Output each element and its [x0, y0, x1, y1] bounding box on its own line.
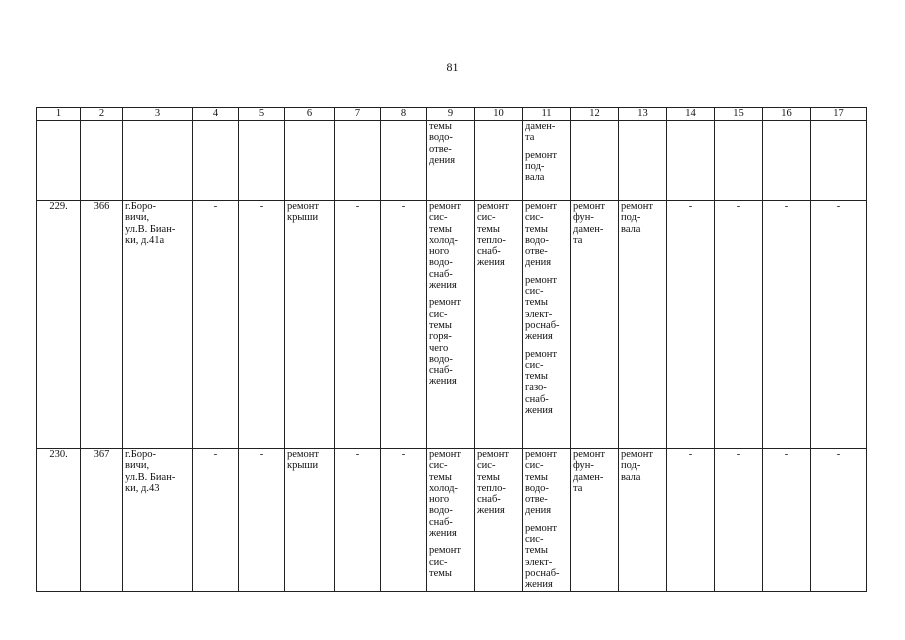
cell-line: ремонт — [621, 449, 654, 460]
table-cell: - — [335, 449, 381, 592]
cell-line: жения — [525, 331, 553, 343]
address-line: г.Боро- — [125, 449, 157, 460]
cell-line: сис- — [477, 460, 496, 472]
cell-line: сис- — [525, 359, 544, 371]
address-line: ул.В. Биан- — [125, 471, 176, 483]
column-header: 16 — [763, 108, 811, 121]
row-number: 230. — [37, 449, 81, 592]
cell-line: водо- — [525, 482, 549, 494]
cell-line: горя- — [429, 331, 452, 343]
table-cell — [427, 121, 475, 201]
table-cell — [285, 121, 335, 201]
cell-line: снаб- — [429, 516, 453, 528]
cell-line: чего — [429, 342, 449, 354]
column-header: 2 — [81, 108, 123, 121]
cell-line: водо- — [525, 234, 549, 246]
table-row — [37, 201, 867, 449]
cell-line: водо- — [429, 132, 453, 144]
table-cell — [37, 121, 81, 201]
column-header: 9 — [427, 108, 475, 121]
cell-line: водо- — [429, 505, 453, 517]
cell-line: сис- — [525, 286, 544, 298]
table-cell: - — [811, 201, 867, 449]
table-cell: - — [667, 201, 715, 449]
column-header: 1 — [37, 108, 81, 121]
cell-line: сис- — [429, 212, 448, 224]
cell-line: ремонт — [429, 545, 462, 557]
cell-line: темы — [525, 371, 548, 383]
cell-line: сис- — [429, 460, 448, 472]
cell-line: сис- — [525, 460, 544, 472]
cell-line: дения — [525, 257, 552, 269]
cell-line: ремонт — [525, 522, 558, 534]
cell-line: дения — [429, 154, 456, 166]
table-cell: - — [335, 201, 381, 449]
cell-line: ремонт — [525, 149, 558, 161]
table-cell — [523, 449, 571, 592]
address-line: ки, д.43 — [125, 482, 160, 494]
table-cell — [335, 121, 381, 201]
cell-line: ремонт — [525, 449, 558, 460]
table-cell — [667, 121, 715, 201]
table-cell: - — [763, 201, 811, 449]
cell-line: холод- — [429, 482, 458, 494]
cell-line: водо- — [429, 353, 453, 365]
cell-line: вала — [621, 223, 641, 235]
cell-line: ремонт — [525, 348, 558, 360]
cell-line: темы — [429, 471, 452, 483]
table-cell — [571, 449, 619, 592]
table-cell — [523, 201, 571, 449]
cell-line: темы — [525, 471, 548, 483]
table-cell — [427, 201, 475, 449]
repair-table — [36, 107, 867, 592]
cell-line: ремонт — [525, 201, 558, 212]
cell-line: темы — [525, 297, 548, 309]
cell-line: вала — [525, 172, 545, 184]
cell-line: крыши — [287, 460, 319, 472]
table-cell: - — [239, 201, 285, 449]
table-cell — [123, 121, 193, 201]
cell-line: жения — [525, 405, 553, 417]
cell-line: та — [573, 234, 583, 246]
cell-line: ремонт — [477, 449, 510, 460]
cell-line: жения — [477, 257, 505, 269]
address-cell — [123, 201, 193, 449]
table-row — [37, 449, 867, 592]
table-cell: - — [239, 449, 285, 592]
cell-line: вала — [621, 471, 641, 483]
cell-line: жения — [477, 505, 505, 517]
cell-line: темы — [429, 319, 452, 331]
cell-line: сис- — [477, 212, 496, 224]
continuation-row — [37, 121, 867, 201]
cell-line: фун- — [573, 212, 594, 224]
table-cell: - — [715, 201, 763, 449]
cell-line: ремонт — [573, 449, 606, 460]
column-header: 8 — [381, 108, 427, 121]
cell-line: ремонт — [525, 274, 558, 286]
cell-line: сис- — [429, 556, 448, 568]
cell-line: ремонт — [287, 201, 320, 212]
cell-line: дамен- — [573, 471, 604, 483]
column-header-row — [37, 108, 867, 121]
cell-line: под- — [621, 212, 641, 224]
cell-line: снаб- — [477, 246, 501, 258]
column-header: 11 — [523, 108, 571, 121]
table-cell — [475, 121, 523, 201]
cell-line: темы — [429, 567, 452, 579]
cell-line: элект- — [525, 308, 553, 320]
cell-line: тепло- — [477, 234, 506, 246]
address-cell — [123, 449, 193, 592]
table-cell: - — [193, 449, 239, 592]
table-cell — [475, 201, 523, 449]
table-cell — [811, 121, 867, 201]
column-header: 6 — [285, 108, 335, 121]
cell-line: ремонт — [429, 201, 462, 212]
cell-line: темы — [477, 471, 500, 483]
table-cell — [619, 449, 667, 592]
cell-line: снаб- — [429, 365, 453, 377]
column-header: 15 — [715, 108, 763, 121]
cell-line: под- — [525, 160, 545, 172]
cell-line: ремонт — [429, 449, 462, 460]
cell-line: отве- — [525, 246, 548, 258]
cell-line: сис- — [429, 308, 448, 320]
cell-line: темы — [525, 545, 548, 557]
cell-line: отве- — [525, 494, 548, 506]
building-code: 367 — [81, 449, 123, 592]
column-header: 7 — [335, 108, 381, 121]
table-cell — [619, 201, 667, 449]
cell-line: дамен- — [525, 121, 556, 132]
cell-line: та — [525, 132, 535, 144]
cell-line: ремонт — [573, 201, 606, 212]
table-cell: - — [811, 449, 867, 592]
address-line: ки, д.41а — [125, 234, 165, 246]
cell-line: дамен- — [573, 223, 604, 235]
cell-line: ного — [429, 494, 450, 506]
cell-line: крыши — [287, 212, 319, 224]
table-cell — [619, 121, 667, 201]
column-header: 14 — [667, 108, 715, 121]
table-cell: - — [667, 449, 715, 592]
table-cell — [571, 201, 619, 449]
column-header: 10 — [475, 108, 523, 121]
cell-line: ремонт — [477, 201, 510, 212]
column-header: 5 — [239, 108, 285, 121]
cell-line: газо- — [525, 382, 547, 394]
table-cell — [475, 449, 523, 592]
cell-line: снаб- — [429, 268, 453, 280]
address-line: вичи, — [125, 212, 150, 224]
cell-line: жения — [429, 280, 457, 292]
page-number: 81 — [446, 60, 459, 74]
table-cell: - — [381, 449, 427, 592]
cell-line: снаб- — [477, 494, 501, 506]
cell-line: ремонт — [429, 297, 462, 309]
table-cell — [81, 121, 123, 201]
address-line: ул.В. Биан- — [125, 223, 176, 235]
address-line: вичи, — [125, 460, 150, 472]
table-cell — [715, 121, 763, 201]
column-header: 12 — [571, 108, 619, 121]
table-cell: - — [381, 201, 427, 449]
table-cell — [285, 201, 335, 449]
cell-line: роснаб- — [525, 319, 560, 331]
cell-line: водо- — [429, 257, 453, 269]
cell-line: темы — [525, 223, 548, 235]
building-code: 366 — [81, 201, 123, 449]
column-header: 17 — [811, 108, 867, 121]
cell-line: роснаб- — [525, 567, 560, 579]
cell-line: элект- — [525, 556, 553, 568]
cell-line: холод- — [429, 234, 458, 246]
cell-line: темы — [477, 223, 500, 235]
cell-line: жения — [429, 376, 457, 388]
cell-line: жения — [525, 579, 553, 591]
cell-line: дения — [525, 505, 552, 517]
address-line: г.Боро- — [125, 201, 157, 212]
table-cell — [763, 121, 811, 201]
table-cell — [381, 121, 427, 201]
row-number: 229. — [37, 201, 81, 449]
column-header: 13 — [619, 108, 667, 121]
table-cell: - — [715, 449, 763, 592]
table-cell — [285, 449, 335, 592]
table-cell — [239, 121, 285, 201]
cell-line: ремонт — [287, 449, 320, 460]
cell-line: та — [573, 482, 583, 494]
cell-line: жения — [429, 528, 457, 540]
table-cell — [571, 121, 619, 201]
table-cell: - — [193, 201, 239, 449]
table-cell — [193, 121, 239, 201]
cell-line: ремонт — [621, 201, 654, 212]
cell-line: темы — [429, 121, 452, 132]
cell-line: ного — [429, 246, 450, 258]
column-header: 4 — [193, 108, 239, 121]
cell-line: под- — [621, 460, 641, 472]
cell-line: отве- — [429, 143, 452, 155]
cell-line: фун- — [573, 460, 594, 472]
table-cell: - — [763, 449, 811, 592]
cell-line: сис- — [525, 534, 544, 546]
cell-line: тепло- — [477, 482, 506, 494]
table-cell — [427, 449, 475, 592]
cell-line: снаб- — [525, 393, 549, 405]
cell-line: темы — [429, 223, 452, 235]
cell-line: сис- — [525, 212, 544, 224]
column-header: 3 — [123, 108, 193, 121]
table-cell — [523, 121, 571, 201]
